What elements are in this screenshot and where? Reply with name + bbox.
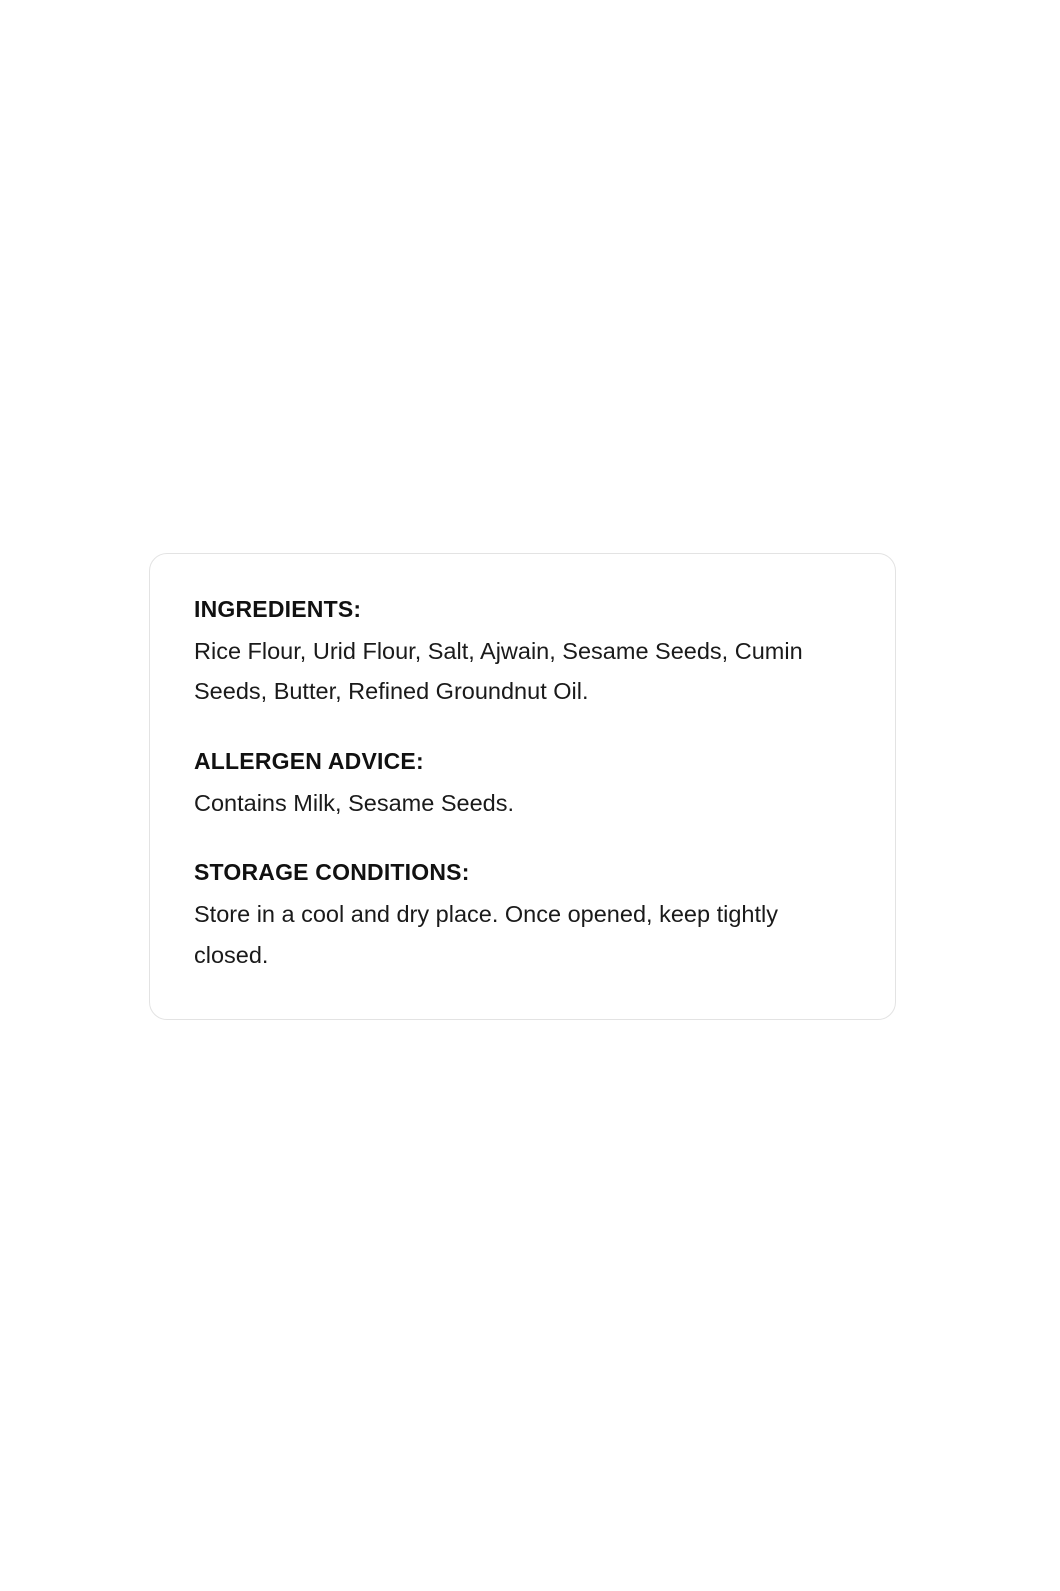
allergen-advice-heading: ALLERGEN ADVICE: [194, 747, 424, 774]
allergen-advice-section [194, 746, 851, 823]
storage-conditions-section [194, 857, 851, 975]
storage-conditions-heading: STORAGE CONDITIONS: [194, 859, 470, 886]
storage-conditions-text: Store in a cool and dry place. Once opened, keep tightly closed. [194, 901, 778, 968]
ingredients-text: Rice Flour, Urid Flour, Salt, Ajwain, Sesame Seeds, Cumin Seeds, Butter, Refined Groundnut Oil. [194, 638, 803, 705]
product-label-card [149, 553, 896, 1020]
allergen-advice-text: Contains Milk, Sesame Seeds. [194, 789, 515, 816]
ingredients-heading: INGREDIENTS: [194, 596, 362, 622]
ingredients-section [194, 594, 851, 712]
